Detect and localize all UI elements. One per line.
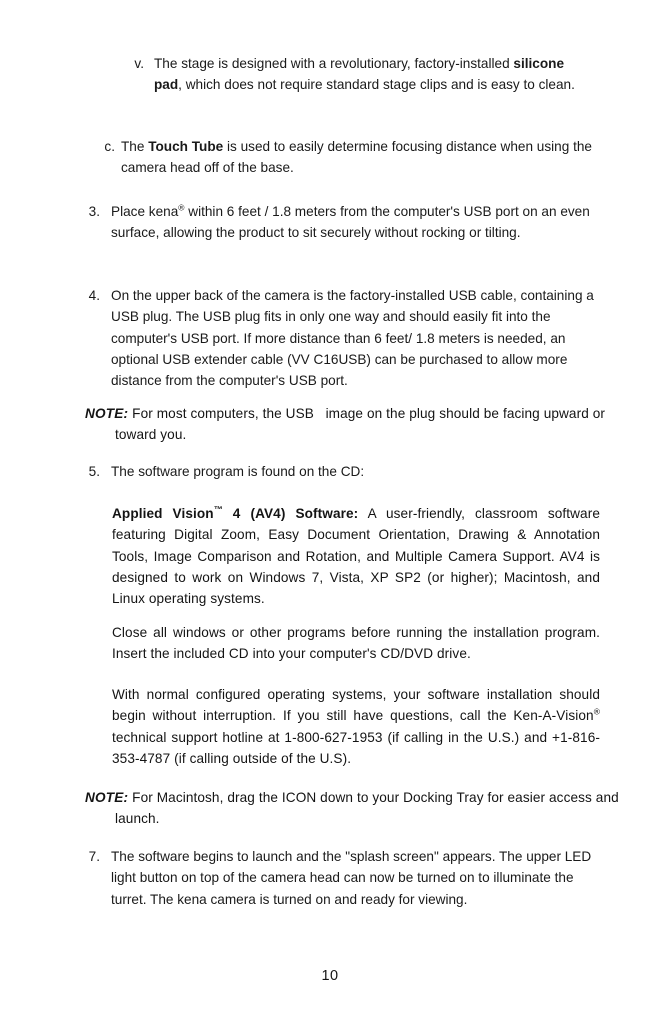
registered-trademark-icon-2: ® bbox=[593, 706, 600, 717]
list-marker-4: 4. bbox=[88, 288, 100, 303]
list-item-3-text bbox=[100, 201, 597, 244]
registered-trademark-icon: ® bbox=[178, 202, 185, 213]
av4-bold-part1: Applied Vision bbox=[112, 506, 214, 521]
close-windows-paragraph: Close all windows or other programs before running the installation program. Insert the included CD into your computer's CD/DVD drive. bbox=[112, 625, 600, 662]
support-text-part1: With normal configured operating systems, your software installation should begin without interruption. If you still have questions, call the Ken-A-Vision bbox=[112, 687, 600, 724]
list-item-7 bbox=[85, 846, 597, 910]
list-marker-c: c. bbox=[104, 139, 115, 154]
trademark-icon: ™ bbox=[213, 504, 223, 515]
support-text-part2: technical support hotline at 1-800-627-1953 (if calling in the U.S.) and +1-816-353-4787 (if calling outside of the U.S). bbox=[112, 729, 600, 766]
note-label-1: NOTE: bbox=[85, 406, 129, 421]
list-item-7-text: The software begins to launch and the "splash screen" appears. The upper LED light button on top of the camera head can now be turned on to illuminate the turret. The kena camera is turned on and ready for viewing. bbox=[111, 849, 592, 907]
item-c-text-before: The bbox=[121, 139, 149, 154]
note-1-text-part1: For most computers, the USB bbox=[128, 406, 314, 421]
note-1-text-part2: image on the plug should be facing upward or toward you. bbox=[115, 406, 606, 443]
note-label-2: NOTE: bbox=[85, 790, 129, 805]
note-1-missing-symbol-gap bbox=[314, 406, 326, 421]
list-item-c-text bbox=[115, 136, 597, 179]
list-item-v bbox=[126, 53, 592, 96]
list-item-4-text: On the upper back of the camera is the factory-installed USB cable, containing a USB plug. The USB plug fits in only one way and should easily fit into the computer's USB port. If more distance than 6 feet/ 1.8 meters is needed, an optional USB extender cable (VV C16USB) can be purchased to allow more distance from the computer's USB port. bbox=[111, 288, 594, 389]
av4-bold-part2: 4 (AV4) Software: bbox=[222, 506, 359, 521]
item-v-bold-term: silicone pad bbox=[154, 56, 565, 93]
item-3-text-part2: within 6 feet / 1.8 meters from the computer's USB port on an even surface, allowing the product to sit securely without rocking or tilting. bbox=[111, 204, 590, 241]
item-v-text-before: The stage is designed with a revolutionary, factory-installed bbox=[154, 56, 514, 71]
note-block-2 bbox=[85, 787, 627, 830]
note-block-1 bbox=[85, 403, 627, 446]
list-item-5 bbox=[85, 461, 597, 482]
item-c-bold-term: Touch Tube bbox=[148, 139, 224, 154]
list-item-5-text: The software program is found on the CD: bbox=[111, 464, 365, 479]
page-number: 10 bbox=[321, 968, 339, 984]
list-item-v-text bbox=[144, 53, 592, 96]
list-marker-v: v. bbox=[134, 56, 144, 71]
applied-vision-paragraph bbox=[112, 503, 600, 609]
item-c-text-after: is used to easily determine focusing distance when using the camera head off of the base. bbox=[121, 139, 592, 176]
list-marker-5: 5. bbox=[88, 464, 100, 479]
av4-body-text: A user-friendly, classroom software featuring Digital Zoom, Easy Document Orientation, Drawing & Annotation Tools, Image Comparison and Rotation, and Multiple Camera Support. AV4 is designed to work on Windows 7, Vista, XP SP2 (or higher); Macintosh, and Linux operating systems. bbox=[112, 506, 601, 607]
support-paragraph bbox=[112, 684, 600, 769]
item-3-text-part1: Place kena bbox=[111, 204, 179, 219]
list-item-3 bbox=[85, 201, 597, 244]
list-item-c bbox=[103, 136, 597, 179]
list-marker-7: 7. bbox=[88, 849, 100, 864]
list-marker-3: 3. bbox=[88, 204, 100, 219]
note-2-text: For Macintosh, drag the ICON down to your Docking Tray for easier access and launch. bbox=[115, 790, 619, 827]
item-v-text-after: , which does not require standard stage clips and is easy to clean. bbox=[178, 77, 575, 93]
list-item-4 bbox=[85, 285, 597, 391]
